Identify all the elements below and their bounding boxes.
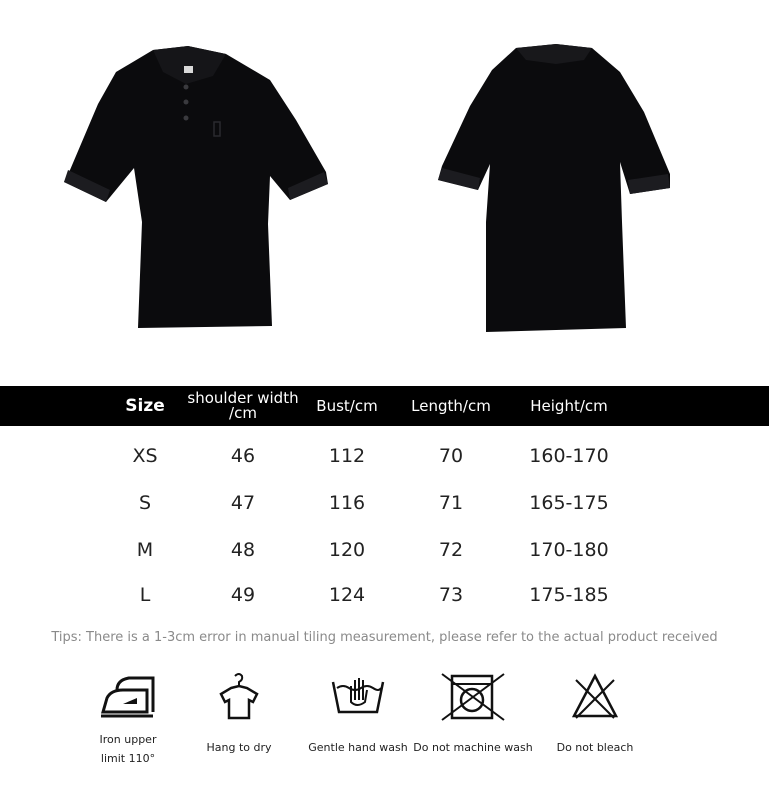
iron-icon xyxy=(97,672,159,722)
header-size: Size xyxy=(125,395,165,416)
cell-size: L xyxy=(139,584,151,606)
care-hang xyxy=(196,672,282,782)
cell-shoulder: 49 xyxy=(230,584,256,606)
no-machine-wash-icon xyxy=(438,672,508,722)
no-machine-wash-label: Do not machine wash xyxy=(413,741,533,754)
header-length: Length/cm xyxy=(411,396,491,415)
shirt-front-image xyxy=(58,42,333,332)
iron-label-line1: Iron upper xyxy=(99,733,157,746)
cell-bust: 112 xyxy=(328,445,366,467)
shirt-back-image xyxy=(434,42,679,334)
no-bleach-icon xyxy=(570,672,620,722)
header-bust: Bust/cm xyxy=(316,396,378,415)
table-row xyxy=(0,530,769,570)
cell-bust: 124 xyxy=(328,584,366,606)
hang-label: Hang to dry xyxy=(206,741,272,754)
header-shoulder-line1: shoulder width xyxy=(187,389,299,407)
header-shoulder-line2: /cm xyxy=(229,404,257,422)
header-shoulder-width xyxy=(178,386,308,426)
cell-size: XS xyxy=(132,445,158,467)
measurement-tips: Tips: There is a 1-3cm error in manual tiling measurement, please refer to the actual product received xyxy=(51,630,718,645)
cell-bust: 120 xyxy=(328,539,366,561)
hand-wash-icon xyxy=(329,672,387,722)
cell-length: 72 xyxy=(438,539,464,561)
no-bleach-label: Do not bleach xyxy=(556,741,634,754)
cell-shoulder: 46 xyxy=(230,445,256,467)
hanger-shirt-icon xyxy=(217,672,261,722)
care-iron xyxy=(88,672,168,782)
table-row xyxy=(0,483,769,523)
cell-size: M xyxy=(136,539,154,561)
care-no-machine-wash xyxy=(412,672,534,782)
care-no-bleach xyxy=(552,672,638,782)
cell-bust: 116 xyxy=(328,492,366,514)
table-header xyxy=(0,386,769,426)
cell-size: S xyxy=(138,492,152,514)
cell-height: 165-175 xyxy=(529,492,609,514)
cell-shoulder: 47 xyxy=(230,492,256,514)
cell-shoulder: 48 xyxy=(230,539,256,561)
iron-label xyxy=(88,730,168,768)
table-row xyxy=(0,575,769,615)
header-height: Height/cm xyxy=(530,396,608,415)
cell-height: 160-170 xyxy=(529,445,609,467)
cell-height: 175-185 xyxy=(529,584,609,606)
table-row xyxy=(0,436,769,476)
cell-length: 71 xyxy=(438,492,464,514)
cell-length: 70 xyxy=(438,445,464,467)
iron-label-line2: limit 110° xyxy=(100,752,156,765)
hand-wash-label: Gentle hand wash xyxy=(308,741,408,754)
care-hand-wash xyxy=(306,672,410,782)
cell-height: 170-180 xyxy=(529,539,609,561)
cell-length: 73 xyxy=(438,584,464,606)
